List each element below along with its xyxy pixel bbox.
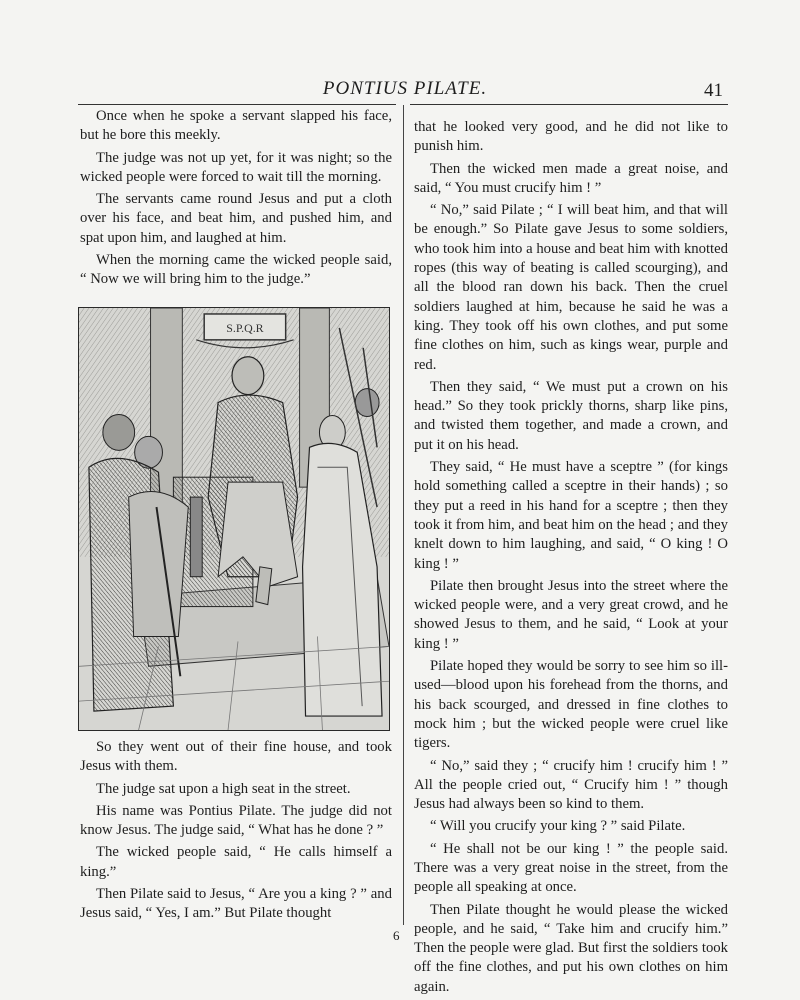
paragraph: Pilate then brought Jesus into the street where the wicked people were, and a very great crowd, and he showed Jesus to them, and he said, “ Look at your king ! ” [414,577,728,652]
pilate-judgment-engraving [79,308,389,730]
left-column-bottom-text [80,738,392,927]
page-number: 41 [704,80,723,101]
paragraph: So they went out of their fine house, and took Jesus with them. [80,739,392,775]
engraving-illustration [78,307,390,731]
paragraph: “ No,” said Pilate ; “ I will beat him, and that will be enough.” So Pilate gave Jesus to some soldiers, who took him into a house and beat him with knotted ropes (this way of beating is called scourging), and all the blood ran down his back. Then the cruel soldiers laughed at him, because he said he was a king. They took off his own clothes, and put some fine clothes on him, such as kings wear, purple and red. [414,202,728,373]
paragraph: “ He shall not be our king ! ” the people said. There was a very great noise in the street, from the people all speaking at once. [414,840,728,896]
paragraph: Then the wicked men made a great noise, and said, “ You must crucify him ! ” [414,160,728,196]
paragraph: “ Will you crucify your king ? ” said Pilate. [430,818,686,835]
column-divider [403,105,404,925]
spqr-banner: S.P.Q.R [226,320,264,335]
running-title: PONTIUS PILATE. [322,78,488,99]
header-rule-right [410,104,728,105]
paragraph: “ No,” said they ; “ crucify him ! crucify him ! ” All the people cried out, “ Crucify him ! ” though Jesus had always been so kind to them. [414,757,728,813]
paragraph: The wicked people said, “ He calls himself a king.” [80,844,392,880]
header-rule-left [78,104,396,105]
paragraph: that he looked very good, and he did not like to punish him. [414,119,728,155]
paragraph: Pilate hoped they would be sorry to see him so ill-used—blood upon his forehead from the thorns, and his back scourged, and dressed in fine clothes to mock him ; but the wicked people were cruel like tigers. [414,658,728,752]
paragraph: His name was Pontius Pilate. The judge did not know Jesus. The judge said, “ What has he done ? ” [80,802,392,839]
paragraph: Then Pilate thought he would please the wicked people, and he said, “ Take him and crucify him.” Then the people were glad. But first the soldiers took off the fine clothes, and put his own clothes on him again. [414,901,728,995]
paragraph: The judge sat upon a high seat in the street. [96,780,351,797]
left-column-top-text [80,107,392,293]
paragraph: They said, “ He must have a sceptre ” (for kings hold something called a sceptre in their hands) ; so they put a reed in his hand for a sceptre ; then they took it from him, and beat him on the head ; and they knelt down to him laughing, and said, “ O king ! O king ! ” [414,459,728,572]
right-column-text [414,118,728,1000]
paragraph: Once when he spoke a servant slapped his face, but he bore this meekly. [80,108,392,144]
paragraph: The judge was not up yet, for it was night; so the wicked people were forced to wait till the morning. [80,149,392,185]
paragraph: Then they said, “ We must put a crown on his head.” So they took prickly thorns, sharp like pins, and twisted them together, and made a crown, and put it on his head. [414,378,728,453]
paragraph: When the morning came the wicked people said, “ Now we will bring him to the judge.” [80,252,392,288]
paragraph: Then Pilate said to Jesus, “ Are you a king ? ” and Jesus said, “ Yes, I am.” But Pilate thought [80,886,392,922]
signature-mark: 6 [393,928,400,943]
paragraph: The servants came round Jesus and put a cloth over his face, and beat him, and pushed him, and spat upon him, and laughed at him. [80,191,392,246]
